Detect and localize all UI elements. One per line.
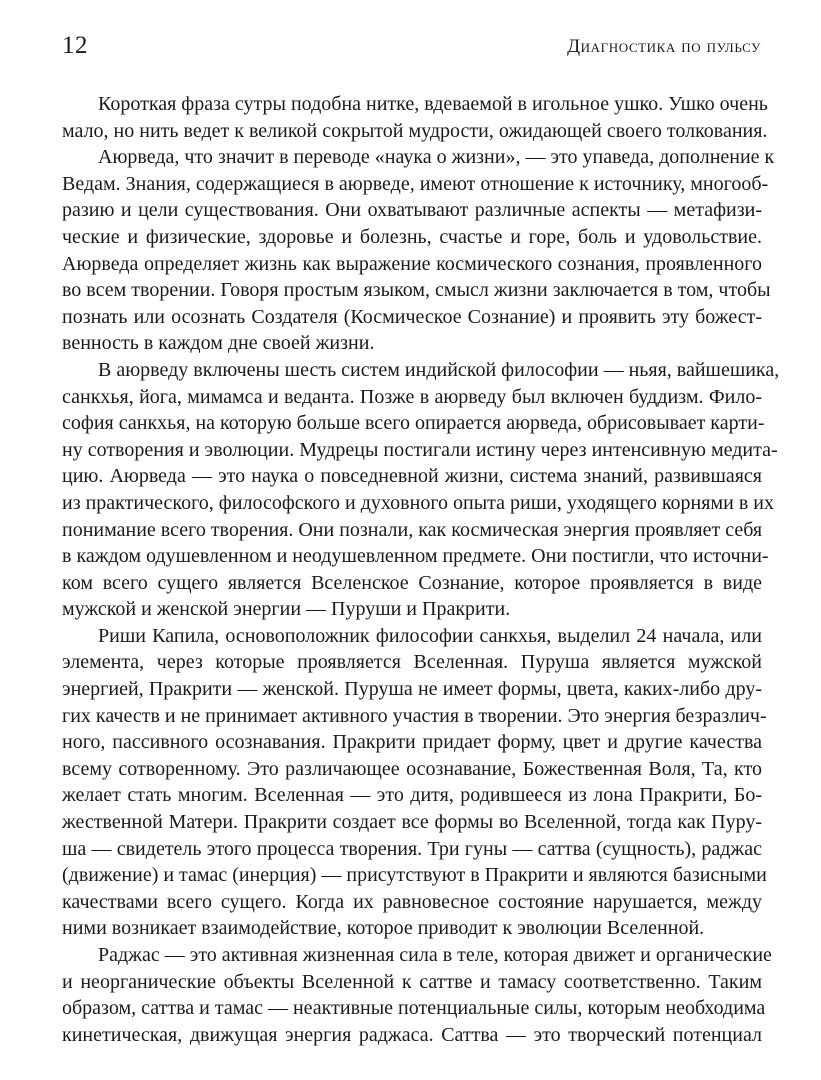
text-line: и неорганические объекты Вселенной к саттве и тамасу соответственно. Таким — [62, 970, 762, 993]
text-line: ну сотворения и эволюции. Мудрецы постигали истину через интенсивную медита- — [62, 438, 778, 461]
paragraph — [62, 91, 768, 144]
text-line: мало, но нить ведет к великой сокрытой мудрости, ожидающей своего толкования. — [62, 119, 768, 142]
text-line: энергией, Пракрити — женской. Пуруша не имеет формы, цвета, каких-либо дру- — [62, 678, 762, 701]
paragraph — [62, 942, 772, 1048]
text-line: ними возникает взаимодействие, которое приводит к эволюции Вселенной. — [62, 917, 705, 940]
text-line: санкхья, йога, мимамса и веданта. Позже в аюрведу был включен буддизм. Фило- — [62, 385, 762, 408]
text-line: софия санкхья, на которую больше всего опирается аюрведа, обрисовывает карти- — [62, 412, 765, 435]
text-line: жественной Матери. Пракрити создает все формы во Вселенной, тогда как Пуру- — [62, 811, 762, 834]
text-line: во всем творении. Говоря простым языком, смысл жизни заключается в том, чтобы — [62, 279, 771, 302]
paragraph — [62, 144, 775, 357]
paragraph — [62, 623, 767, 942]
text-line: Короткая фраза сутры подобна нитке, вдеваемой в игольное ушко. Ушко очень — [98, 93, 768, 115]
text-line: качествами всего сущего. Когда их равновесное состояние нарушается, между — [62, 890, 762, 913]
text-line: кинетическая, движущая энергия раджаса. Саттва — это творческий потенциал — [62, 1023, 762, 1046]
page-number: 12 — [62, 32, 88, 59]
text-line: познать или осознать Создателя (Космическое Сознание) и проявить эту божест- — [62, 305, 762, 328]
text-line: ного, пассивного осознавания. Пракрити придает форму, цвет и другие качества — [62, 731, 762, 754]
text-line: образом, саттва и тамас — неактивные потенциальные силы, которым необходима — [62, 997, 766, 1020]
running-head: Диагностика по пульсу — [567, 36, 761, 57]
text-line: Риши Капила, основоположник философии санкхья, выделил 24 начала, или — [98, 624, 762, 647]
text-line: из практического, философского и духовного опыта риши, уходящего корнями в их — [62, 491, 774, 514]
text-line: в каждом одушевленном и неодушевленном предмете. Они постигли, что источни- — [62, 545, 769, 568]
text-line: В аюрведу включены шесть систем индийской философии — ньяя, вайшешика, — [98, 358, 780, 381]
text-line: ша — свидетель этого процесса творения. Три гуны — саттва (сущность), раджас — [62, 837, 762, 860]
text-line: мужской и женской энергии — Пуруши и Пракрити. — [62, 598, 511, 621]
paragraph — [62, 357, 780, 623]
text-line: ческие и физические, здоровье и болезнь, счастье и горе, боль и удовольствие. — [62, 225, 762, 248]
text-line: понимание всего творения. Они познали, как космическая энергия проявляет себя — [62, 518, 763, 541]
text-line: Раджас — это активная жизненная сила в теле, которая движет и органические — [98, 944, 772, 966]
text-line: (движение) и тамас (инерция) — присутствуют в Пракрити и являются базисными — [62, 864, 767, 887]
text-line: ком всего сущего является Вселенское Сознание, которое проявляется в виде — [62, 571, 762, 594]
text-line: венность в каждом дне своей жизни. — [62, 332, 375, 355]
text-line: Аюрведа, что значит в переводе «наука о жизни», — это упаведа, дополнение к — [98, 146, 775, 169]
text-line: гих качеств и не принимает активного участия в творении. Это энергия безразлич- — [62, 704, 767, 727]
text-line: цию. Аюрведа — это наука о повседневной жизни, система знаний, развившаяся — [62, 465, 762, 488]
body-text — [62, 91, 780, 1048]
text-line: желает стать многим. Вселенная — это дитя, родившееся из лона Пракрити, Бо- — [62, 784, 762, 807]
text-line: Ведам. Знания, содержащиеся в аюрведе, имеют отношение к источнику, многооб- — [62, 172, 769, 195]
text-line: разию и цели существования. Они охватывают различные аспекты — метафизи- — [62, 199, 762, 222]
text-line: элемента, через которые проявляется Вселенная. Пуруша является мужской — [62, 651, 762, 674]
text-line: Аюрведа определяет жизнь как выражение космического сознания, проявленного — [62, 252, 762, 275]
text-line: всему сотворенному. Это различающее осознавание, Божественная Воля, Та, кто — [62, 757, 762, 780]
